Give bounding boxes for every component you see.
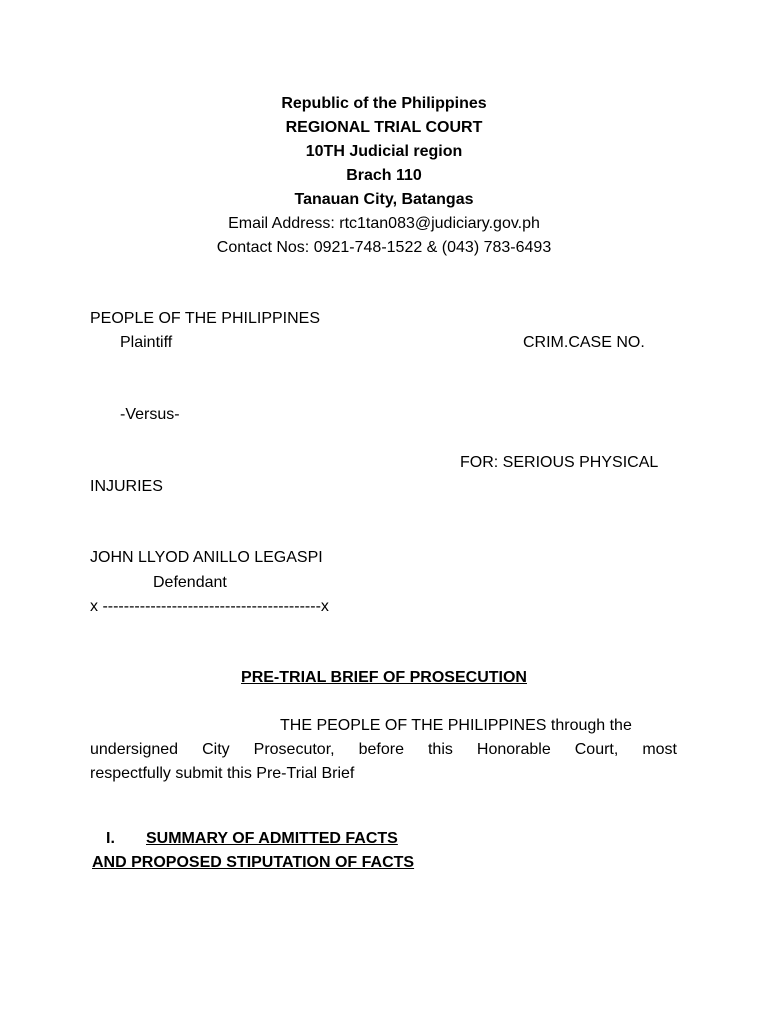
caption-separator: x -----------------------------------------x	[90, 598, 329, 615]
header-city: Tanauan City, Batangas	[294, 191, 474, 208]
plaintiff-name: PEOPLE OF THE PHILIPPINES	[90, 310, 320, 327]
intro-line-1: THE PEOPLE OF THE PHILIPPINES through the	[280, 717, 632, 734]
plaintiff-role: Plaintiff	[120, 334, 173, 351]
offense-line-1: FOR: SERIOUS PHYSICAL	[460, 454, 659, 471]
section-number: I.	[106, 830, 115, 847]
header-region: 10TH Judicial region	[305, 143, 463, 160]
defendant-name: JOHN LLYOD ANILLO LEGASPI	[90, 549, 323, 566]
offense-line-2: INJURIES	[90, 478, 163, 495]
intro-line-2: undersigned City Prosecutor, before this Honorable Court, most	[90, 741, 677, 758]
section-heading-line-2: AND PROPOSED STIPUTATION OF FACTS	[92, 854, 415, 871]
brief-title: PRE-TRIAL BRIEF OF PROSECUTION	[241, 669, 527, 686]
versus-label: -Versus-	[120, 406, 180, 423]
defendant-role: Defendant	[153, 574, 227, 591]
header-republic: Republic of the Philippines	[281, 95, 487, 112]
header-contact: Contact Nos: 0921-748-1522 & (043) 783-6493	[216, 239, 552, 256]
intro-line-3: respectfully submit this Pre-Trial Brief	[90, 765, 355, 782]
header-email: Email Address: rtc1tan083@judiciary.gov.ph	[228, 215, 540, 232]
case-number-label: CRIM.CASE NO.	[523, 334, 645, 351]
header-branch: Brach 110	[346, 167, 422, 184]
section-heading-line-1: SUMMARY OF ADMITTED FACTS	[146, 830, 398, 847]
header-court: REGIONAL TRIAL COURT	[285, 119, 483, 136]
